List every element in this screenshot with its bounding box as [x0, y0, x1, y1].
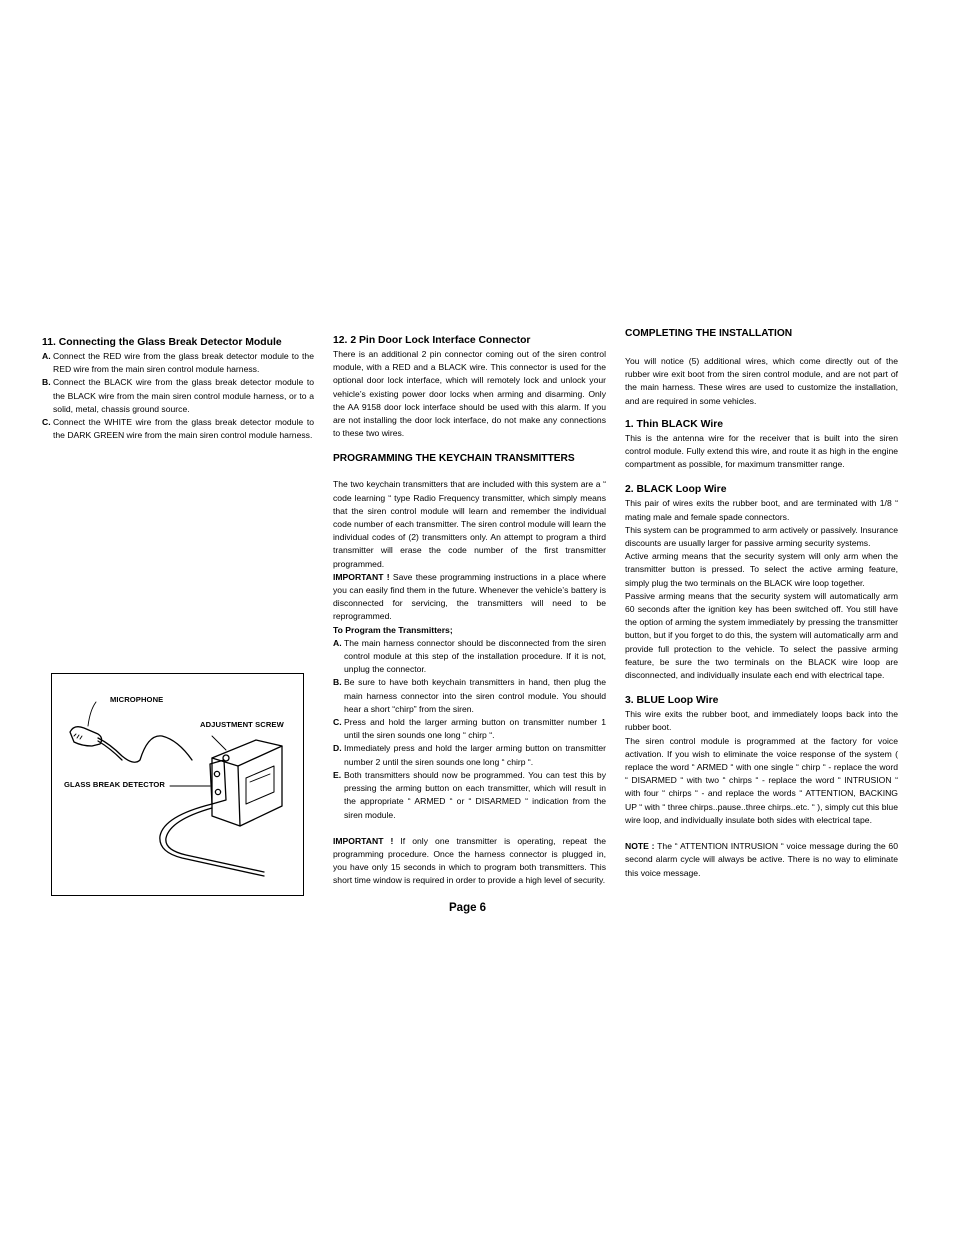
black-loop-paragraph: This pair of wires exits the rubber boot, and are terminated with 1/8 “ mating male and female spade connectors. [625, 498, 898, 522]
completing-intro: You will notice (5) additional wires, which come directly out of the rubber wire exit boot from the siren control module, and are not part of the main harness. These wires are used to customize the installation, and are required in some vehicles. [625, 356, 898, 406]
blue-loop-paragraph: This wire exits the rubber boot, and immediately loops back into the rubber boot. [625, 709, 898, 733]
section-title-programming: PROGRAMMING THE KEYCHAIN TRANSMITTERS [333, 453, 575, 465]
column-right [625, 327, 898, 880]
microphone-callout: MICROPHONE [110, 695, 164, 704]
thin-black-body: This is the antenna wire for the receiver that is built into the siren control module. Fully extend this wire, and route it as high in the engine compartment as possible, for maximum transmitter range. [625, 432, 898, 470]
section-title-blue-loop-wire: 3. BLUE Loop Wire [625, 695, 719, 707]
programming-intro: The two keychain transmitters that are included with this system are a “ code learning “ type Radio Frequency transmitter, which simply means that the siren control module will learn and remember the individual code number of each transmitter. The siren control module will learn the individual codes of (2) transmitters only. An attempt to program a third transmitter will erase the code number of the first transmitter programmed. [333, 479, 606, 569]
door-lock-body: There is an additional 2 pin connector coming out of the siren control module, with a RED and a BLACK wire. This connector is used for the optional door lock interface, which will remotely lock and unlock your vehicle’s existing power door locks when arming and disarming. Only the AA 9158 door lock interface should be used with this alarm. If you are not installing the door lock interface, do not make any connections to these two wires. [333, 349, 606, 439]
glass-break-steps [42, 350, 314, 442]
program-subhead: To Program the Transmitters; [333, 624, 453, 635]
section-title-thin-black-wire: 1. Thin BLACK Wire [625, 418, 724, 430]
column-middle [333, 334, 606, 888]
list-item: C. Press and hold the larger arming button on transmitter number 1 until the siren sounds one long “ chirp “. [333, 717, 606, 741]
section-title-completing: COMPLETING THE INSTALLATION [625, 328, 793, 339]
list-item: B. Be sure to have both keychain transmitters in hand, then plug the main harness connector into the siren control module. You should hear a short “chirp” from the siren. [333, 677, 606, 714]
section-title-glass-break: 11. Connecting the Glass Break Detector Module [42, 337, 282, 348]
black-loop-paragraph: This system can be programmed to arm actively or passively. Insurance discounts are usually larger for passive arming security systems. [625, 524, 898, 549]
important-note-2: IMPORTANT ! If only one transmitter is operating, repeat the programming procedure. Once the harness connector is plugged in, you have only 15 seconds in which to program both transmitters. This short time window is required in order to provide a high level of security. [333, 835, 606, 886]
page-number: Page 6 [449, 902, 487, 914]
important-note-1: IMPORTANT ! Save these programming instructions in a place where you can easily find them in the future. Whenever the vehicle’s battery is disconnected for servicing, the transmitters will need to be reprogrammed. [333, 571, 606, 622]
program-steps [333, 637, 606, 822]
glass-break-detector-figure [51, 673, 304, 896]
list-item: B. Connect the BLACK wire from the glass break detector module to the BLACK wire from the main siren control module harness, or to a solid, metal, chassis ground source. [42, 377, 314, 414]
list-item: E. Both transmitters should now be programmed. You can test this by pressing the arming button on each transmitter, which will result in the appropriate “ ARMED “ or “ DISARMED “ indication from the siren module. [333, 769, 606, 820]
section-title-black-loop-wire: 2. BLACK Loop Wire [625, 484, 727, 496]
black-loop-paragraph: Active arming means that the security system will only arm when the transmitter button is pressed. To select the active arming feature, simply plug the two terminals on the BLACK wire loop together. [625, 551, 898, 588]
black-loop-paragraph: Passive arming means that the security system will automatically arm 60 seconds after the ignition key has been switched off. You still have the option of arming the system immediately by pressing the transmitter button, but if you forget to do this, the system will automatically arm and provide full protection to the vehicle. To select the passive arming feature, be sure the two terminals on the BLACK wire loop are disconnected, and individually insulate each end with electrical tape. [625, 590, 898, 681]
list-item: A. Connect the RED wire from the glass break detector module to the RED wire from the main siren control module harness. [42, 351, 314, 375]
blue-loop-paragraph: The siren control module is programmed at the factory for voice activation. If you wish to eliminate the voice response of the system ( replace the word “ ARMED “ with one single “ chirp “ - replace the word “ DISARMED “ with two “ chirps “ - replace the word “ INTRUSION “ with four “ chirps “ - and replace the words “ ATTENTION, BACKING UP “ with “ three chirps..pause..three chirps..etc. “ ), simply cut this blue wire loop, and individually insulate both sides with electrical tape. [625, 735, 898, 825]
list-item: C. Connect the WHITE wire from the glass break detector module to the DARK GREEN wire from the main siren control module harness. [42, 417, 314, 441]
note-paragraph: NOTE : The “ ATTENTION INTRUSION “ voice message during the 60 second alarm cycle will always be active. There is no way to eliminate this voice message. [625, 841, 898, 878]
section-title-door-lock: 12. 2 Pin Door Lock Interface Connector [333, 335, 531, 346]
list-item: A. The main harness connector should be disconnected from the siren control module at this step of the installation procedure. If it is not, unplug the connector. [333, 637, 606, 675]
glass-break-detector-callout: GLASS BREAK DETECTOR [64, 780, 166, 789]
adjustment-screw-callout: ADJUSTMENT SCREW [200, 720, 284, 729]
list-item: D. Immediately press and hold the larger arming button on transmitter number 2 until the siren sounds one long “ chirp “. [333, 743, 606, 767]
column-left [42, 336, 314, 442]
